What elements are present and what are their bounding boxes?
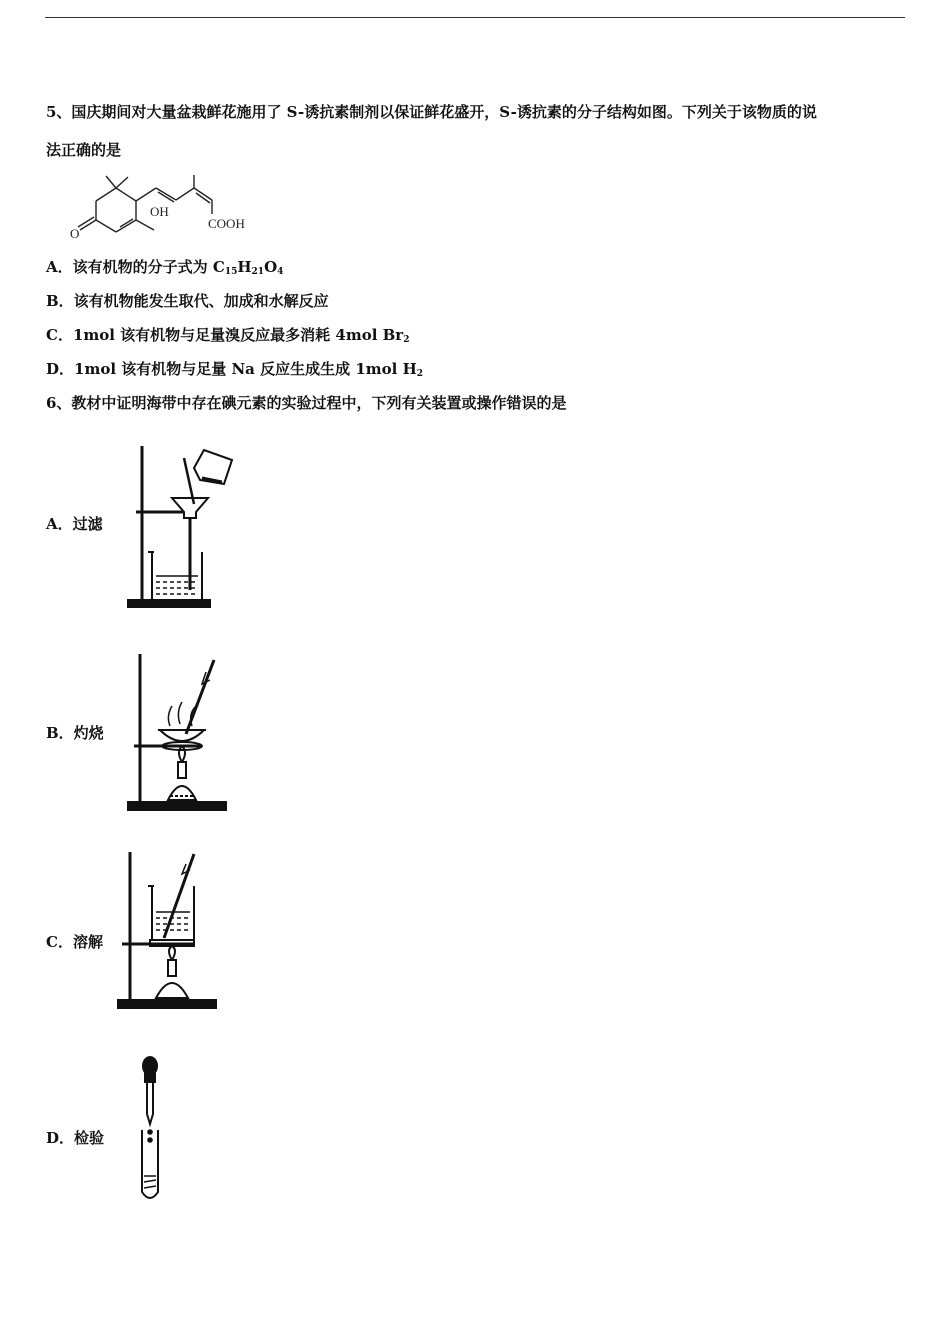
cooh-label: COOH — [208, 216, 245, 231]
molecular-structure-diagram — [66, 170, 256, 246]
dissolving-apparatus-icon — [112, 850, 224, 1016]
q5-stem-line2: 法正确的是 — [46, 141, 122, 159]
q5-option-d: D．1mol 该有机物与足量 Na 反应生成生成 1mol $H_2$ — [46, 360, 424, 379]
q5-option-b: B．该有机物能发生取代、加成和水解反应 — [46, 292, 329, 310]
q6-option-d-label: D．检验 — [46, 1129, 105, 1147]
header-rule — [45, 17, 905, 18]
burning-apparatus-icon — [122, 650, 238, 816]
q5-stem-line1: 5、国庆期间对大量盆栽鲜花施用了 S-诱抗素制剂以保证鲜花盛开，S-诱抗素的分子结构如图。下列关于该物质的说 — [46, 103, 817, 121]
oh-label: OH — [150, 204, 169, 219]
dropper-test-tube-icon — [132, 1052, 168, 1206]
q5-option-a: A．该有机物的分子式为 $C_{15}H_{21}O_4$ — [46, 258, 284, 277]
q6-option-a-label: A．过滤 — [46, 515, 103, 533]
filtration-apparatus-icon — [122, 440, 242, 612]
ketone-o-label: O — [70, 226, 80, 241]
q6-stem: 6、教材中证明海带中存在碘元素的实验过程中，下列有关装置或操作错误的是 — [46, 394, 567, 412]
q6-option-b-label: B．灼烧 — [46, 724, 104, 742]
q6-option-c-label: C．溶解 — [46, 933, 103, 951]
q5-option-c: C．1mol 该有机物与足量溴反应最多消耗 4mol $Br_2$ — [46, 326, 410, 345]
